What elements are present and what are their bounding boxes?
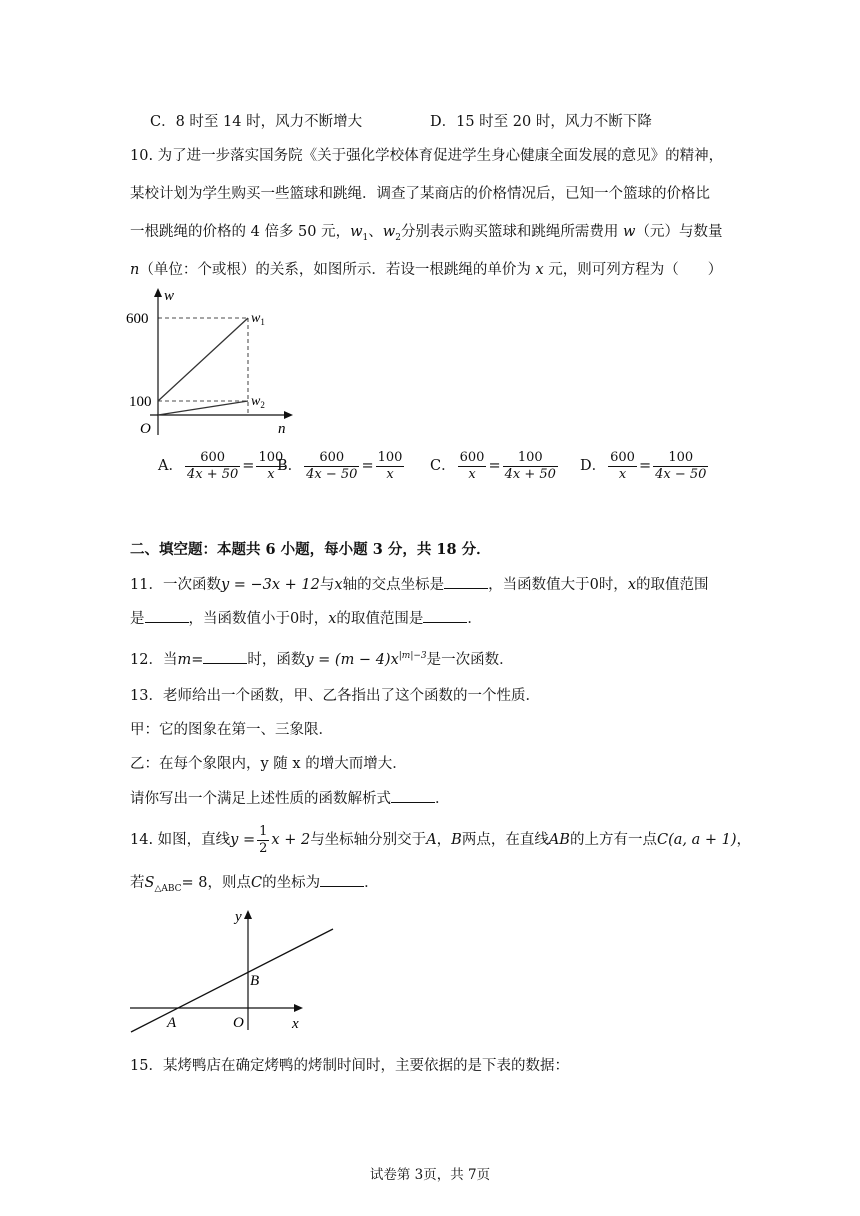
section2-title: 二、填空题：本题共 6 小题，每小题 3 分，共 18 分． bbox=[130, 541, 491, 558]
tick-100: 100 bbox=[129, 394, 152, 410]
page-footer: 试卷第 3页，共 7页 bbox=[369, 1167, 491, 1183]
q10-line4: n（单位：个或根）的关系，如图所示．若设一根跳绳的单价为 x 元，则可列方程为（ ） bbox=[130, 262, 723, 278]
q10-option-c: C． $\frac{600}{x}$ = $\frac{100}{4x + 50}$ bbox=[430, 449, 556, 482]
w2-line bbox=[158, 401, 248, 415]
w1-line bbox=[158, 318, 248, 401]
axis-w-label: w bbox=[164, 288, 175, 304]
q14-y-label: y bbox=[235, 909, 242, 925]
q14-graph bbox=[125, 905, 345, 1035]
q13-line1: 13．老师给出一个函数，甲、乙各指出了这个函数的一个性质． bbox=[130, 688, 540, 704]
q9-option-d: D．15 时至 20 时，风力不断下降 bbox=[430, 114, 652, 130]
q10-option-d: D． $\frac{600}{x}$ = $\frac{100}{4x - 50}$ bbox=[580, 449, 707, 482]
q12: 12．当m= 时，函数$y = (m - 4)x^{|m|-3}$是一次函数． bbox=[130, 646, 514, 670]
q11-line2: 是 ，当函数值小于0时，x的取值范围是 ． bbox=[130, 608, 482, 629]
q11-line1: 11．一次函数y = −3x + 12与x轴的交点坐标是 ，当函数值大于0时，x的取值范围 bbox=[130, 574, 709, 595]
w1-label: $w_1$ bbox=[251, 311, 265, 327]
q10-graph bbox=[120, 285, 300, 440]
q10-option-a: A． $\frac{600}{4x + 50}$ = $\frac{100}{x}$ bbox=[158, 449, 284, 482]
q14-origin: O bbox=[233, 1015, 244, 1031]
w2-label: $w_2$ bbox=[251, 394, 265, 410]
axis-n-label: n bbox=[278, 421, 286, 437]
q14-line1: 14. 如图，直线y = $\frac{1}{2}$ x + 2与坐标轴分别交于A，B两点，在直线AB的上方有一点C(a, a + 1)， bbox=[130, 823, 751, 856]
q15: 15．某烤鸭店在确定烤鸭的烤制时间时，主要依据的是下表的数据： bbox=[130, 1058, 569, 1074]
origin-label: O bbox=[140, 421, 151, 437]
q10-line3: 一根跳绳的价格的 4 倍多 50 元，$w_1$、$w_2$分别表示购买篮球和跳绳所需费用 w（元）与数量 bbox=[130, 224, 723, 243]
line-ab bbox=[131, 929, 333, 1032]
q14-line2: 若$S_{\triangle ABC}= 8$，则点C的坐标为 ． bbox=[130, 872, 379, 899]
q14-point-b: B bbox=[250, 973, 260, 989]
q10-line2: 某校计划为学生购买一些篮球和跳绳．调查了某商店的价格情况后，已知一个篮球的价格比 bbox=[130, 186, 710, 202]
q14-point-a: A bbox=[167, 1015, 177, 1031]
q13-line3: 乙：在每个象限内，y 随 x 的增大而增大． bbox=[130, 756, 407, 772]
q13-line4: 请你写出一个满足上述性质的函数解析式 ． bbox=[130, 788, 450, 809]
q13-line2: 甲：它的图象在第一、三象限． bbox=[130, 722, 333, 738]
q14-x-label: x bbox=[292, 1016, 299, 1032]
q9-option-c: C．8 时至 14 时，风力不断增大 bbox=[150, 114, 363, 130]
tick-600: 600 bbox=[126, 311, 149, 327]
q10-line1: 10. 为了进一步落实国务院《关于强化学校体育促进学生身心健康全面发展的意见》的精神， bbox=[130, 148, 724, 164]
q10-option-b: B． $\frac{600}{4x - 50}$ = $\frac{100}{x}$ bbox=[277, 449, 403, 482]
